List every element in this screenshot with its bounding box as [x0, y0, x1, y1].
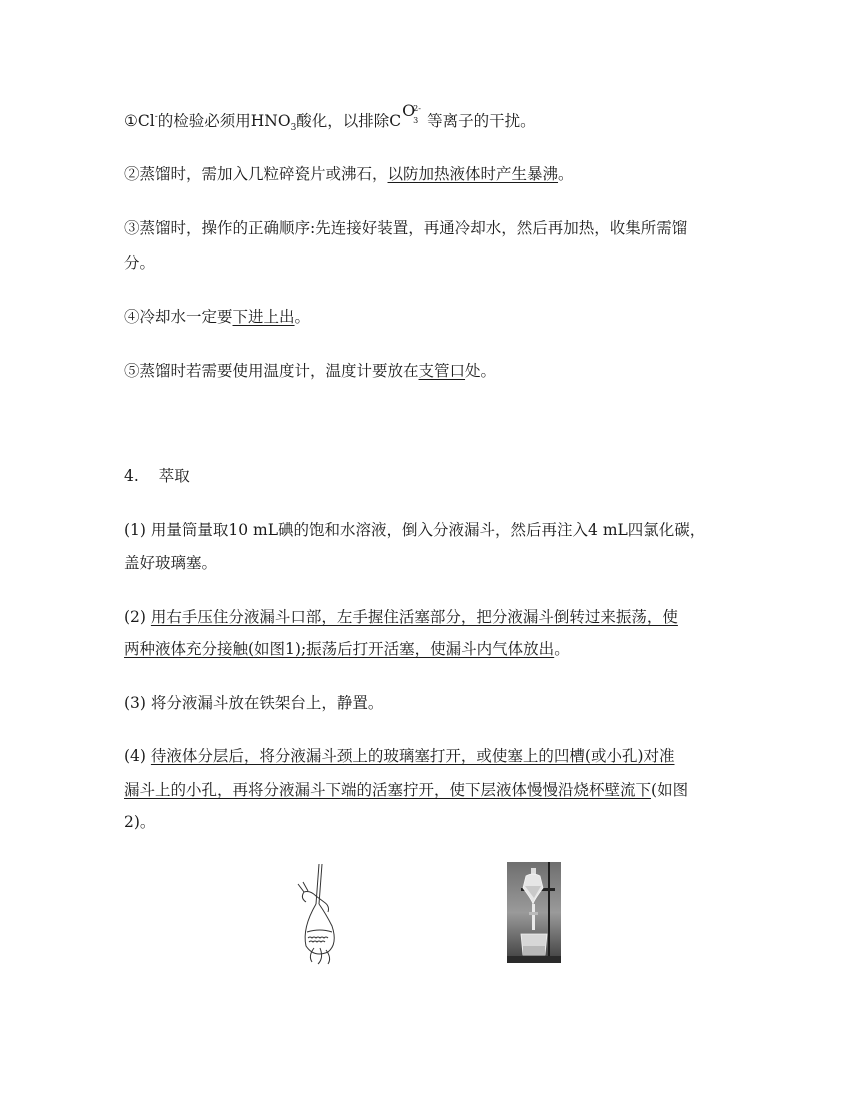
- section-title: 萃取: [158, 467, 190, 485]
- item-2-post: 。: [558, 165, 574, 183]
- separatory-funnel-photo-icon: [507, 862, 561, 963]
- carbonate-ion-formula: [401, 101, 427, 131]
- item-5: [124, 361, 496, 381]
- nitrate-subscript: 3: [290, 123, 297, 133]
- item-3-line-2: 分。: [124, 254, 156, 272]
- step-4-post: (如图: [651, 781, 689, 799]
- step-4-line-1: [124, 746, 675, 766]
- item-2-text: ②蒸馏时，需加入几粒碎瓷片或沸石，: [124, 165, 388, 183]
- step-2-underlined-1: 用右手压住分液漏斗口部，左手握住活塞部分，把分液漏斗倒转过来振荡，使: [150, 608, 678, 626]
- item-1-text-mid: 的检验必须用HNO: [157, 112, 291, 130]
- section-heading: [124, 466, 190, 486]
- step-2-number: (2): [124, 608, 151, 626]
- item-5-text: ⑤蒸馏时若需要使用温度计，温度计要放在: [124, 362, 419, 380]
- section-number: 4.: [124, 467, 139, 485]
- chloride-charge: -: [154, 112, 158, 122]
- item-5-underlined: 支管口: [418, 362, 466, 380]
- step-4-underlined-2: 漏斗上的小孔，再将分液漏斗下端的活塞拧开，使下层液体慢慢沿烧杯壁流下: [124, 781, 652, 799]
- step-2-post: 。: [554, 640, 570, 658]
- item-4-post: 。: [294, 308, 311, 326]
- hand-shaking-funnel-drawing-icon: [294, 862, 344, 966]
- item-2: [124, 164, 574, 184]
- item-4: [124, 307, 310, 327]
- step-2-underlined-2: 两种液体充分接触(如图1);振荡后打开活塞，使漏斗内气体放出: [124, 640, 555, 658]
- step-2-line-2: [124, 639, 570, 659]
- item-4-underlined: 下进上出: [232, 308, 295, 326]
- step-3: (3) 将分液漏斗放在铁架台上，静置。: [124, 694, 384, 712]
- item-2-underlined: 以防加热液体时产生暴沸: [387, 165, 559, 183]
- item-5-post: 处。: [465, 362, 497, 380]
- item-1-text-post: 等离子的干扰。: [427, 112, 536, 130]
- item-1: [124, 101, 536, 134]
- step-4-line-2: [124, 780, 688, 800]
- step-1-line-2: 盖好玻璃塞。: [124, 554, 218, 572]
- step-4-underlined-1: 待液体分层后，将分液漏斗颈上的玻璃塞打开，或使塞上的凹槽(或小孔)对准: [150, 747, 675, 765]
- item-4-text: ④冷却水一定要: [124, 308, 233, 326]
- ion-charge: 2-: [413, 104, 421, 113]
- step-1-line-1: (1) 用量筒量取10 mL碘的饱和水溶液，倒入分液漏斗，然后再注入4 mL四氯化碳，: [124, 521, 706, 539]
- item-3-line-1: ③蒸馏时，操作的正确顺序:先连接好装置，再通冷却水，然后再加热，收集所需馏: [124, 219, 688, 237]
- item-1-text: ①Cl: [124, 112, 155, 130]
- item-1-text-mid2: 酸化，以排除C: [296, 112, 402, 130]
- step-4-number: (4): [124, 747, 151, 765]
- ion-o: O: [402, 101, 416, 120]
- step-4-line-3: 2)。: [124, 813, 156, 831]
- ion-subscript: 3: [413, 116, 419, 125]
- step-2-line-1: [124, 607, 678, 627]
